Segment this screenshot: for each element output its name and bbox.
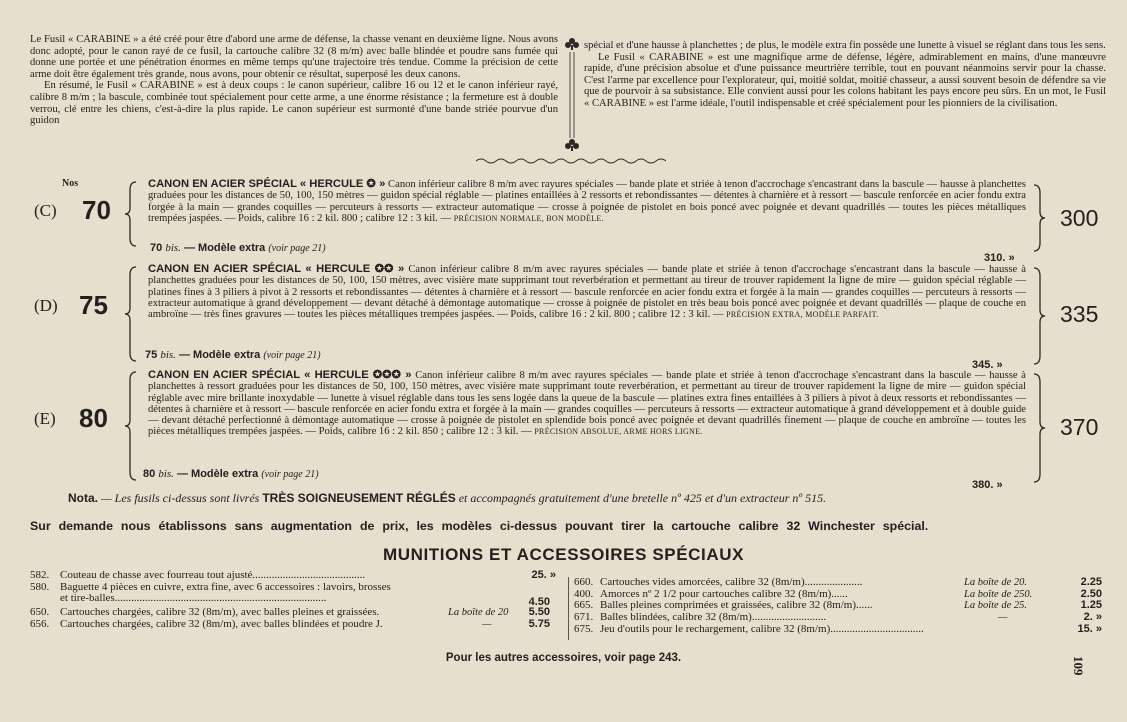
page-number: 109 (1071, 656, 1086, 676)
intro-paragraph: spécial et d'une hausse à planchettes ; de plus, le modèle extra fin possède une lunette à visuel se réglant dans tous les sens. (584, 40, 1106, 51)
list-item: 400. Amorces nº 2 1/2 pour cartouches calibre 32 (8m/m)...... La boîte de 250. 2.50 (574, 587, 1102, 600)
list-item: 671. Balles blindées, calibre 32 (8m/m)........................... — 2. » (574, 611, 1102, 624)
right-brace (1032, 372, 1046, 484)
model-price: 370 (1060, 414, 1099, 440)
list-item: 675. Jeu d'outils pour le rechargement, calibre 32 (8m/m).................................. 15. » (574, 622, 1102, 635)
extra-price: 310. » (984, 252, 1015, 264)
intro-paragraph: Le Fusil « CARABINE » est une magnifique arme de défense, légère, admirablement en mains, d'une manœuvre rapide, d'une précision absolue et d'une puissance meurtrière terrible, tout en pouvant néanmoins servir pour la chasse. C'est l'arme par excellence pour l'explorateur, qui, moitié soldat, moitié chasseur, a aussi souvent besoin de défendre sa vie que de pourvoir à sa subsistance. Elle convient aussi pour les colons habitant les pays encore peu sûrs. En un mot, le Fusil « CARABINE » est l'arme idéale, l'outil indispensable et créé spécialement pour les pionniers de la civilisation. (584, 51, 1106, 109)
intro-left-column (30, 34, 558, 127)
left-brace (124, 180, 138, 248)
intro-right-column (584, 40, 1106, 110)
extra-price: 345. » (972, 359, 1003, 371)
accessories-right-list (574, 577, 1102, 635)
left-brace (124, 265, 138, 363)
special-order-note: Sur demande nous établissons sans augmentation de prix, les modèles ci-dessus pouvant tirer la cartouche calibre 32 Winchester spécial. (30, 519, 929, 533)
model-description (148, 264, 1026, 320)
model-price: 335 (1060, 301, 1099, 327)
model-letter: (C) (34, 201, 57, 220)
list-item: 580. Baguette 4 pièces en cuivre, extra fine, avec 6 accessoires : lavoirs, brosses (30, 580, 391, 593)
extra-model-line: 70 bis. — Modèle extra (voir page 21) (150, 242, 326, 254)
list-item: 665. Balles pleines comprimées et graissées, calibre 32 (8m/m)...... La boîte de 25. 1.25 (574, 599, 1102, 612)
model-heading: CANON EN ACIER SPÉCIAL « HERCULE ✪✪ » (148, 263, 405, 275)
nota-line: Nota. — Les fusils ci-dessus sont livrés TRÈS SOIGNEUSEMENT RÉGLÉS et accompagnés gratuitement d'une bretelle nº 425 et d'un extracteur nº 515. (68, 491, 827, 505)
model-grade: PRÉCISION EXTRA, MODÈLE PARFAIT. (726, 310, 879, 320)
extra-price: 380. » (972, 479, 1003, 491)
model-body: Canon inférieur calibre 8 m/m avec rayures spéciales — bande plate et striée à tenon d'accrochage s'encastrant dans la bascule — hausse à planchettes graduées pour les distances de 50, 100, 150 mètres — guidon spécial réglable — platines entaillées à 2 ressorts et rebondissantes — détentes à charnière et à ressort — bascule renforcée en acier fondu extra forgée à la main — grandes coquilles — percuteurs à ressorts — extracteur automatique — crosse à poignée de pistolet en bois poncé avec poignée et devant quadrillés — toutes les pièces métalliques trempées jaspées. — Poids, calibre 16 : 2 kil. 800 ; calibre 12 : 3 kil. — (148, 179, 1026, 224)
list-item: 582. Couteau de chasse avec fourreau tout ajusté......................................... 25. » (30, 569, 556, 581)
list-item: 660. Cartouches vides amorcées, calibre 32 (8m/m)..................... La boîte de 20. 2.25 (574, 576, 1102, 588)
extra-model-line: 75 bis. — Modèle extra (voir page 21) (145, 349, 321, 361)
model-number: 70 (82, 195, 111, 225)
model-letter: (E) (34, 409, 56, 428)
club-ornament-divider (562, 36, 582, 154)
list-item: 650. Cartouches chargées, calibre 32 (8m/m), avec balles pleines et graissées. La boîte de 20 5.50 (30, 606, 550, 619)
section-title: MUNITIONS ET ACCESSOIRES SPÉCIAUX (382, 545, 745, 564)
list-item: et tire-balles............................................................................. 4.50 (60, 592, 550, 609)
model-number: 80 (79, 403, 108, 433)
column-divider (568, 577, 569, 640)
model-grade: PRÉCISION ABSOLUE, ARME HORS LIGNE. (534, 427, 703, 437)
accessories-left-list (30, 570, 560, 631)
extra-model-line: 80 bis. — Modèle extra (voir page 21) (143, 468, 319, 480)
wavy-rule-ornament (476, 157, 666, 165)
list-item: 656. Cartouches chargées, calibre 32 (8m/m), avec balles blindées et poudre J. — 5.75 (30, 618, 550, 631)
model-body: Canon inférieur calibre 8 m/m avec rayures spéciales — bande plate et striée à tenon d'accrochage s'encastrant dans la bascule — hausse à planchettes graduées pour les distances de 50, 100, 150 mètres, avec visière mate supprimant tout reverbération et permettant au tireur de trouver rapidement la ligne de mire — guidon spécial réglable — platines fines à 3 piliers à pivot à 2 ressorts et rebondissantes — détentes à charnière et à ressort — bascule renforcée en acier fondu extra et forgée à la main — grandes coquilles — percuteurs à ressorts — extracteur automatique à grand développement — devant détaché à démontage automatique — crosse à poignée de pistolet en très beau bois poncé avec poignée et devant quadrillés — plaque de couche en ambroïne — très fines gravures — toutes les pièces métalliques trempées jaspées. — Poids, calibre 16 : 2 kil. 800 ; calibre 12 : 3 kil. — (148, 264, 1026, 321)
model-grade: PRÉCISION NORMALE, BON MODÈLE. (453, 213, 604, 223)
model-description (148, 370, 1026, 438)
model-heading: CANON EN ACIER SPÉCIAL « HERCULE ✪✪✪ » (148, 369, 412, 381)
page-footer-note: Pour les autres accessoires, voir page 243. (445, 652, 682, 664)
left-brace (124, 370, 138, 482)
intro-paragraph: En résumé, le Fusil « CARABINE » est à deux coups : le canon supérieur, calibre 16 ou 12 et le canon inférieur rayé, calibre 8 m/m ; la bascule, combinée tout spécialement pour cette arme, a une énorme résistance ; la fermeture est à double verrou, clé entre les chiens, c'est-à-dire la plus rapide. Le canon supérieur est surmonté d'une bande striée pourvue d'un guidon (30, 80, 558, 127)
model-heading: CANON EN ACIER SPÉCIAL « HERCULE ✪ » (148, 178, 386, 190)
numbers-label: Nos (62, 178, 79, 189)
right-brace (1032, 266, 1046, 366)
right-brace (1032, 183, 1046, 253)
model-letter: (D) (34, 296, 58, 315)
model-number: 75 (79, 290, 108, 320)
model-body: Canon inférieur calibre 8 m/m avec rayures spéciales — bande plate et striée à tenon d'accrochage s'encastrant dans la bascule — hausse à planchettes à ressort graduées pour les distances de 50, 100, 150 mètres, avec visière mate supprimant toute reverbération, et permettant au tireur de trouver rapidement la ligne de mire — guidon spécial réglable avec mire brillante inoxydable — lunette à visuel réglable dans tous les sens logée dans la queue de la bascule — platines extra fines entaillées à 3 piliers à pivot à deux ressorts et rebondissantes — détentes à charnière et à ressort — bascule renforcée en acier fondu extra et forgée à la main — grandes coquilles — percuteurs à ressorts — extracteur automatique à grand développement et à double guide — devant détaché perfectionné à démontage automatique — crosse à poignée de pistolet en splendide bois poncé avec poignée et devant quadrillés finement — plaque de couche en ambroïne — toutes les pièces métalliques trempées jaspées. — Poids, calibre 16 : 2 kil. 850 ; calibre 12 : 3 kil. — (148, 370, 1026, 438)
model-description (148, 179, 1026, 224)
model-price: 300 (1060, 205, 1099, 231)
intro-paragraph: Le Fusil « CARABINE » a été créé pour être d'abord une arme de défense, la chasse venant en deuxième ligne. Nous avons donc adopté, pour le canon rayé de ce fusil, la cartouche calibre 32 (8 m/m) avec balle blindée et poudre sans fumée qui donne une portée et une pénétration énormes en même temps qu'une trajectoire très tendue. Comme la précision de cette arme doit être également très grande, nous avons, pour obtenir ce résultat, superposé les deux canons. (30, 34, 558, 80)
